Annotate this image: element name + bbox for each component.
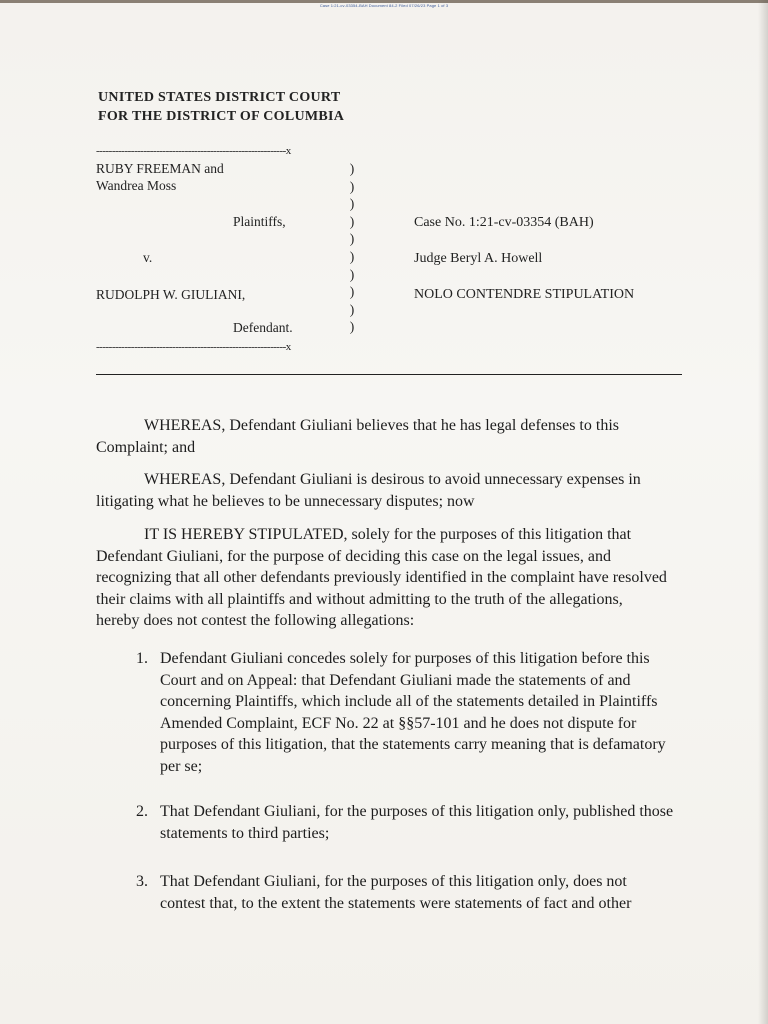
caption-paren: ) [349,178,355,194]
allegation-text: That Defendant Giuliani, for the purposes of this litigation only, published those statements to third parties; [160,803,674,842]
allegation-item [136,801,676,844]
court-line-2: FOR THE DISTRICT OF COLUMBIA [98,109,345,124]
allegation-item [136,648,676,777]
plaintiffs-label: Plaintiffs, [233,214,286,229]
allegation-item [136,871,676,914]
caption-paren: ) [349,284,355,300]
caption-paren: ) [349,231,355,247]
caption-paren: ) [349,213,355,229]
judge-name: Judge Beryl A. Howell [414,251,543,266]
allegation-number: 3. [136,873,148,890]
caption-top-border: ------------------------------------------------------------x [96,145,291,157]
plaintiffs-line-1: RUBY FREEMAN and [96,161,224,176]
caption-bottom-border: ------------------------------------------------------------x [96,341,291,353]
caption-paren: ) [349,248,355,264]
allegation-number: 2. [136,803,148,820]
caption-paren: ) [349,301,355,317]
caption-rule [96,374,682,375]
caption-paren: ) [349,161,355,176]
defendant-label: Defendant. [233,320,293,335]
caption-paren: ) [349,319,355,335]
case-number: Case No. 1:21-cv-03354 (BAH) [414,215,594,230]
caption-paren-column [347,160,357,336]
whereas-paragraph-1: WHEREAS, Defendant Giuliani believes that he has legal defenses to this Complaint; and [96,417,619,456]
caption-paren: ) [349,266,355,282]
allegation-number: 1. [136,650,148,667]
versus-label: v. [143,250,153,265]
plaintiffs-line-2: Wandrea Moss [96,178,177,193]
whereas-paragraph-2: WHEREAS, Defendant Giuliani is desirous to avoid unnecessary expenses in litigating what he believes to be unnecessary disputes; now [96,471,641,510]
ecf-filing-header: Case 1:21-cv-03354-BAH Document 84-2 Filed 07/26/23 Page 1 of 3 [319,3,449,8]
stipulation-paragraph: IT IS HEREBY STIPULATED, solely for the purposes of this litigation that Defendant Giuliani, for the purpose of deciding this case on the legal issues, and recognizing that all other defendants previously identified in the complaint have resolved their claims with all plaintiffs and without admitting to the truth of the allegations, hereby does not contest the following allegations: [96,526,667,629]
allegation-text: Defendant Giuliani concedes solely for purposes of this litigation before this Court and on Appeal: that Defendant Giuliani made the statements of and concerning Plaintiffs, which include all of the statements detailed in Plaintiffs Amended Complaint, ECF No. 22 at §§57-101 and he does not dispute for purposes of this litigation, that the statements carry meaning that is defamatory per se; [160,650,666,775]
document-title: NOLO CONTENDRE STIPULATION [414,287,635,302]
court-line-1: UNITED STATES DISTRICT COURT [98,90,341,105]
court-heading [98,88,344,126]
caption-paren: ) [349,196,355,212]
scan-right-shadow [758,0,768,1024]
defendant-name: RUDOLPH W. GIULIANI, [96,287,246,302]
allegation-text: That Defendant Giuliani, for the purposes of this litigation only, does not contest that, to the extent the statements were statements of fact and other [160,873,632,912]
